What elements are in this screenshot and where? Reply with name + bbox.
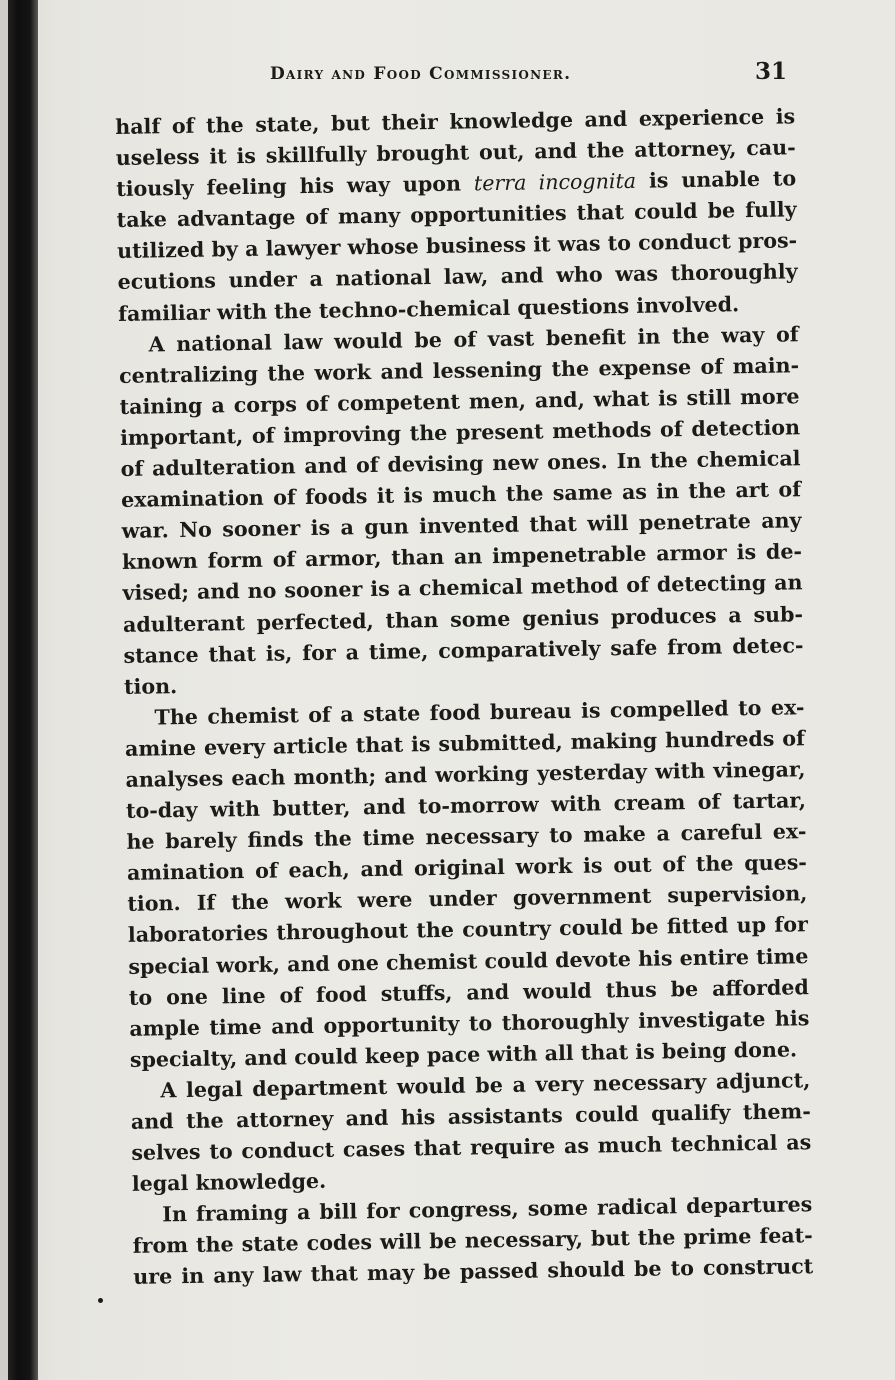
text-line: useless it is skillfully brought out, and the attorney, cau- <box>115 135 796 171</box>
text-line: war. No sooner is a gun invented that will penetrate any <box>121 508 802 544</box>
text-line: to-day with butter, and to-morrow with cream of tartar, <box>125 788 807 823</box>
binding-edge <box>0 0 8 1380</box>
page-header <box>115 54 787 90</box>
text-line: amination of each, and original work is out of the ques- <box>126 850 808 886</box>
text-line: laboratories throughout the country could be fitted up for <box>127 912 809 948</box>
text-line: take advantage of many opportunities that could be fully <box>116 197 797 233</box>
text-line: ure in any law that may be passed should be to construct <box>133 1254 814 1290</box>
text-line: half of the state, but their knowledge and experience is <box>115 104 796 139</box>
text-line: legal knowledge. <box>131 1169 327 1197</box>
running-head: Dairy and Food Commissioner. <box>270 64 572 84</box>
text-line: adulterant perfected, than some genius produces a sub- <box>122 601 804 637</box>
text-line: known form of armor, than an impenetrable armor is de- <box>121 539 803 575</box>
text-line: important, of improving the present methods of detection <box>119 415 801 450</box>
text-line: he barely finds the time necessary to make a careful ex- <box>126 819 807 855</box>
text-line: examination of foods it is much the same as in the art of <box>120 477 802 513</box>
text-line: amine every article that is submitted, making hundreds of <box>124 726 806 761</box>
text-line: to one line of food stuffs, and would thus be afforded <box>128 974 810 1010</box>
text-line: A legal department would be a very necessary adjunct, <box>160 1068 811 1103</box>
text-line: vised; and no sooner is a chemical method of detecting an <box>122 570 803 606</box>
text-line: A national law would be of vast benefit in the way of <box>148 321 799 357</box>
text-line: ecutions under a national law, and who was thoroughly <box>117 259 798 295</box>
page-number: 31 <box>754 58 787 85</box>
text-line: from the state codes will be necessary, but the prime feat- <box>132 1223 813 1259</box>
text-line: analyses each month; and working yesterday with vinegar, <box>125 757 806 792</box>
text-fragment: is unable to <box>648 166 797 193</box>
text-line: special work, and one chemist could devote his entire time <box>128 943 809 979</box>
text-line: centralizing the work and lessening the expense of main- <box>118 353 800 388</box>
text-line: In framing a bill for congress, some radical departures <box>162 1192 813 1227</box>
text-line: selves to conduct cases that require as much technical as <box>131 1130 812 1165</box>
text-line: and the attorney and his assistants could qualify them- <box>130 1099 811 1134</box>
text-line: stance that is, for a time, comparatively safe from detec- <box>123 632 804 668</box>
body-text <box>115 101 813 1293</box>
text-line: ample time and opportunity to thoroughly investigate his <box>129 1005 810 1041</box>
text-line: tion. <box>123 673 178 699</box>
text-line: familiar with the techno-chemical questions involved. <box>117 291 740 326</box>
italic-phrase: terra incognita <box>473 169 637 196</box>
text-fragment: tiously feeling his way upon <box>116 171 462 202</box>
text-line: tion. If the work were under government supervision, <box>127 881 808 917</box>
text-line: of adulteration and of devising new ones. In the chemical <box>120 446 801 481</box>
book-spine-shadow <box>8 0 38 1380</box>
text-line: taining a corps of competent men, and, what is still more <box>119 384 800 419</box>
margin-mark <box>98 1298 103 1303</box>
text-line: utilized by a lawyer whose business it was to conduct pros- <box>117 228 798 264</box>
text-line: The chemist of a state food bureau is compelled to ex- <box>154 695 805 730</box>
text-line: specialty, and could keep pace with all that is being done. <box>129 1037 798 1072</box>
